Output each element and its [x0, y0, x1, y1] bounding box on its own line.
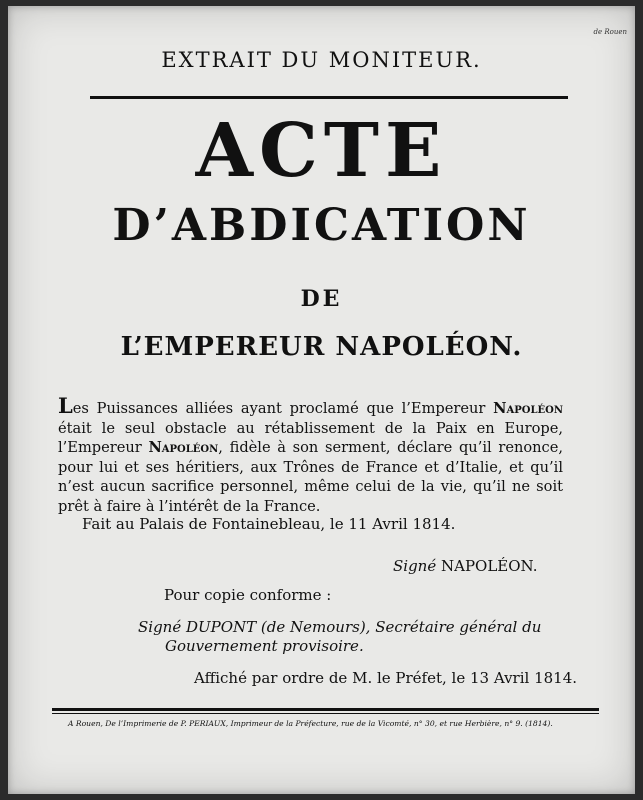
napoleon-signature [393, 557, 537, 575]
body-paragraph [58, 393, 563, 516]
napoleon-name-1: Napoléon [493, 400, 563, 417]
title-abdication: D’ABDICATION [112, 200, 531, 251]
corner-note: de Rouen [593, 28, 627, 36]
title-acte: ACTE [195, 108, 448, 194]
copie-conforme: Pour copie conforme : [164, 586, 332, 604]
signature-name: NAPOLÉON. [436, 557, 538, 575]
drop-cap: L [58, 393, 73, 418]
body-part-3: , fidèle à son serment, déclare qu’il renonce, pour lui et ses héritiers, aux Trônes de France et d’Italie, et qu’il n’est aucun sacrifice personnel, même celui de la vie, qu’il ne soit prêt à faire à l’intérêt de la France. [58, 439, 563, 515]
printer-imprint: A Rouen, De l’Imprimerie de P. PERIAUX, Imprimeur de la Préfecture, rue de la Vicomté, n° 30, et rue Herbière, n° 9. (1814). [68, 719, 553, 728]
title-emperor: L’EMPEREUR NAPOLÉON. [120, 332, 523, 362]
poster-sheet [8, 6, 635, 794]
body-part-2: était le seul obstacle au rétablissement de la Paix en Europe, l’Empereur [58, 419, 563, 456]
dateline: Fait au Palais de Fontainebleau, le 11 Avril 1814. [82, 515, 456, 533]
signe-label: Signé [393, 557, 437, 575]
posting-notice: Affiché par ordre de M. le Préfet, le 13 Avril 1814. [194, 669, 578, 687]
bottom-rule-thin [52, 713, 599, 714]
top-rule [90, 96, 568, 99]
napoleon-name-2: Napoléon [148, 439, 219, 456]
dupont-signature [138, 618, 598, 656]
dupont-line-2: Gouvernement provisoire. [165, 637, 364, 655]
dupont-line-1: Signé DUPONT (de Nemours), Secrétaire général du [138, 618, 542, 636]
header-title: EXTRAIT DU MONITEUR. [161, 48, 482, 72]
body-part-1: es Puissances alliées ayant proclamé que l’Empereur [72, 400, 494, 417]
bottom-rule-thick [52, 708, 599, 711]
title-de: DE [300, 286, 343, 312]
